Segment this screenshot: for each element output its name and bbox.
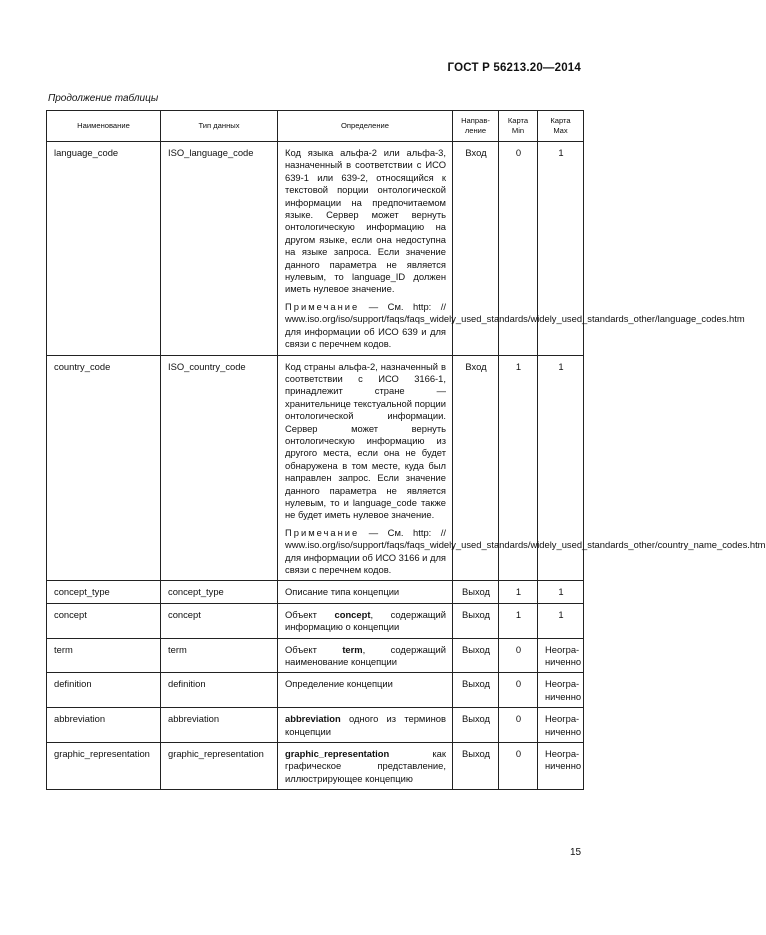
cell-name: graphic_representation xyxy=(47,743,161,790)
cell-card-max: 1 xyxy=(538,603,584,638)
note-text: — См. http: // www.iso.org/iso/support/faqs/faqs_widely_used_standards/widely_used_standards_other/country_name_codes.htm для информации об ИСО 3166 и для связи с перечнем кодов. xyxy=(285,526,766,575)
definition-bold-term: concept xyxy=(334,608,371,620)
column-header-direction: Направ- ление xyxy=(453,111,499,142)
table-row xyxy=(47,638,584,673)
cell-data-type: abbreviation xyxy=(161,708,278,743)
cell-data-type: concept_type xyxy=(161,581,278,603)
column-header-name: Наименование xyxy=(47,111,161,142)
cell-direction: Выход xyxy=(453,743,499,790)
cell-name: concept_type xyxy=(47,581,161,603)
definition-bold-term: abbreviation xyxy=(285,713,341,725)
cell-direction: Выход xyxy=(453,603,499,638)
table-row xyxy=(47,673,584,708)
cell-card-max: Неогра- ниченно xyxy=(538,743,584,790)
cell-card-min: 0 xyxy=(499,708,538,743)
cell-card-max: 1 xyxy=(538,355,584,581)
cell-card-min: 1 xyxy=(499,603,538,638)
definition-text: Код страны альфа-2, назначенный в соответствии с ИСО 3166-1, принадлежит стране — хранительнице текстуальной порции онтологической информации. Сервер может вернуть онтологическую информацию из другого места, если она не будет обнаружена в том месте, куда был направлен запрос. Если значение данного параметра не является нулевым, то и language_code также не будет иметь нулевое значение. xyxy=(285,360,446,521)
cell-definition xyxy=(278,638,453,673)
cell-definition xyxy=(278,673,453,708)
definition-prefix: Объект xyxy=(285,608,335,620)
cell-card-min: 1 xyxy=(499,355,538,581)
table-row xyxy=(47,708,584,743)
cell-direction: Выход xyxy=(453,673,499,708)
definition-bold-term: term xyxy=(342,643,363,655)
table-header-row xyxy=(47,111,584,142)
definition-text: одного из терминов концепции xyxy=(285,713,446,737)
column-header-card-min: Карта Min xyxy=(499,111,538,142)
cell-name: concept xyxy=(47,603,161,638)
cell-name: term xyxy=(47,638,161,673)
cell-definition xyxy=(278,603,453,638)
document-code: ГОСТ Р 56213.20—2014 xyxy=(447,62,581,74)
table-row xyxy=(47,142,584,356)
cell-data-type: ISO_language_code xyxy=(161,142,278,356)
column-header-type: Тип данных xyxy=(161,111,278,142)
cell-name: abbreviation xyxy=(47,708,161,743)
cell-name: language_code xyxy=(47,142,161,356)
cell-direction: Вход xyxy=(453,355,499,581)
cell-direction: Выход xyxy=(453,638,499,673)
cell-direction: Выход xyxy=(453,708,499,743)
cell-card-min: 0 xyxy=(499,142,538,356)
cell-card-min: 0 xyxy=(499,638,538,673)
definition-bold-term: graphic_representation xyxy=(285,748,390,760)
cell-data-type: ISO_country_code xyxy=(161,355,278,581)
parameters-table xyxy=(46,110,766,790)
page-number: 15 xyxy=(570,847,582,858)
note-label: Примечание xyxy=(285,300,360,312)
cell-definition xyxy=(278,743,453,790)
cell-data-type: concept xyxy=(161,603,278,638)
cell-data-type: graphic_representation xyxy=(161,743,278,790)
table-row xyxy=(47,603,584,638)
cell-card-min: 1 xyxy=(499,581,538,603)
cell-data-type: definition xyxy=(161,673,278,708)
cell-card-max: Неогра- ниченно xyxy=(538,673,584,708)
definition-text: , содержащий информацию о концепции xyxy=(285,608,446,633)
column-header-card-max: Карта Max xyxy=(538,111,584,142)
note-label: Примечание xyxy=(285,526,360,538)
definition-text: Определение концепции xyxy=(285,678,393,690)
cell-name: country_code xyxy=(47,355,161,581)
cell-definition xyxy=(278,708,453,743)
cell-card-min: 0 xyxy=(499,743,538,790)
cell-name: definition xyxy=(47,673,161,708)
cell-definition xyxy=(278,581,453,603)
cell-direction: Вход xyxy=(453,142,499,356)
definition-prefix: Объект xyxy=(285,643,343,655)
note-text: — См. http: // www.iso.org/iso/support/faqs/faqs_widely_used_standards/widely_used_standards_other/language_codes.htm для информации об ИСО 639 и для связи с перечнем кодов. xyxy=(285,300,745,350)
definition-text: как графическое представление, иллюстрирующее концепцию xyxy=(285,748,446,784)
definition-text: , содержащий наименование концепции xyxy=(285,643,446,668)
table-body xyxy=(47,142,766,790)
table-row xyxy=(47,355,584,581)
cell-card-min: 0 xyxy=(499,673,538,708)
cell-card-max: Неогра- ниченно xyxy=(538,708,584,743)
column-header-definition: Определение xyxy=(278,111,453,142)
definition-text: Описание типа концепции xyxy=(285,586,400,598)
cell-data-type: term xyxy=(161,638,278,673)
cell-card-max: 1 xyxy=(538,142,584,356)
cell-card-max: Неогра- ниченно xyxy=(538,638,584,673)
definition-text: Код языка альфа-2 или альфа-3, назначенный в соответствии с ИСО 639-1 или 639-2, относящийся к текстовой порции онтологической информации на предпочитаемом языке. Сервер может вернуть онтологическую информацию на другом языке, если она недоступна на языке запроса. Если значение данного параметра не является нулевым, то language_ID должен иметь нулевое значение. xyxy=(285,147,446,295)
table-row xyxy=(47,581,584,603)
cell-card-max: 1 xyxy=(538,581,584,603)
table-row xyxy=(47,743,584,790)
table-continuation-caption: Продолжение таблицы xyxy=(48,93,159,104)
cell-direction: Выход xyxy=(453,581,499,603)
